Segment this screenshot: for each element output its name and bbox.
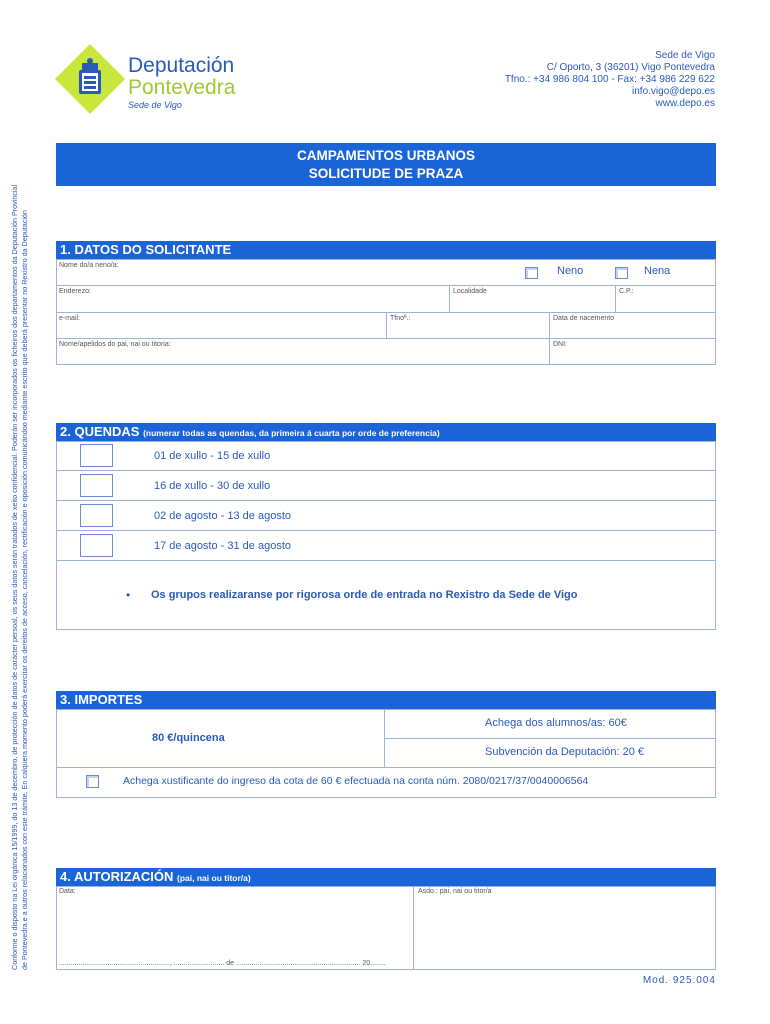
quendas-note: Os grupos realizaranse por rigorosa orde de entrada no Rexistro da Sede de Vigo [151, 589, 578, 601]
quenda-4-label: 17 de agosto - 31 de agosto [154, 540, 291, 552]
nacemento-label: Data de nacemento [553, 315, 615, 322]
quenda-3-label: 02 de agosto - 13 de agosto [154, 510, 291, 522]
section-2-title: 2. QUENDAS [60, 424, 140, 439]
achega-text: Achega dos alumnos/as: 60€ [485, 717, 627, 729]
side-legal-line-2: de Pontevedra e a outros relacionados con este trámite. En calquera momento poderá exercitar os dereitos de acceso, cancelación, rectificación e oposición comunicándoo mediante escrito que deberá presentar no Rexistro da Deputación [20, 210, 29, 970]
localidade-label: Localidade [453, 288, 487, 295]
address-line: www.depo.es [655, 98, 715, 109]
logo [55, 44, 255, 114]
section-4-title: 4. AUTORIZACIÓN [60, 869, 174, 884]
asdo-label: Asdo.: pai, nai ou titor/a [418, 888, 492, 895]
quenda-2-label: 16 de xullo - 30 de xullo [154, 480, 271, 492]
model-number: Mod. 925.004 [642, 975, 716, 986]
cp-label: C.P.: [619, 288, 634, 295]
tfno-label: Tfnoª.: [390, 315, 411, 322]
section-4-heading [56, 868, 716, 886]
quenda-1-label: 01 de xullo - 15 de xullo [154, 450, 271, 462]
header-address [395, 50, 715, 110]
page-title: CAMPAMENTOS URBANOS [296, 148, 475, 163]
neno-checkbox[interactable] [525, 267, 538, 279]
email-label: e-mail: [59, 315, 81, 322]
logo-diamond-icon [55, 44, 125, 114]
nena-label: Nena [644, 265, 671, 277]
quenda-4-input[interactable] [80, 534, 113, 557]
enderezo-label: Enderezo: [59, 288, 91, 295]
section-2-heading [56, 423, 716, 441]
section-3-heading: 3. IMPORTES [56, 691, 716, 709]
section-1-heading: 1. DATOS DO SOLICITANTE [56, 241, 716, 259]
page-subtitle: SOLICITUDE DE PRAZA [308, 166, 464, 181]
title-bar [56, 143, 716, 186]
price-text: 80 €/quincena [152, 732, 225, 744]
section-4-box [56, 886, 716, 970]
data-label: Data: [59, 888, 76, 895]
neno-label: Neno [557, 265, 584, 277]
address-line: Sede de Vigo [655, 50, 715, 61]
side-legal-note [10, 140, 30, 970]
section-2-subtitle: (numerar todas as quendas, da primeira á cuarta por orde de preferencia) [143, 428, 440, 438]
side-legal-line-1: Conforme o disposto na Lei orgánica 15/1999, do 13 de decembro, de protección de datos de carácter persoal, os seus datos serán tratados de xeito confidencial. Poderán ser incorporados os ficheiros dos departamentos da Deputación Provincial [10, 184, 19, 970]
xustificante-checkbox[interactable] [86, 775, 99, 788]
nome-label: Nome do/a neno/a: [59, 262, 119, 269]
date-line: ........................................................., .......................... de ................................................................ 20........ [59, 960, 386, 967]
quenda-1-input[interactable] [80, 444, 113, 467]
section-4-subtitle: (pai, nai ou titor/a) [177, 873, 251, 883]
nena-checkbox[interactable] [615, 267, 628, 279]
address-line: info.vigo@depo.es [632, 86, 715, 97]
address-line: C/ Oporto, 3 (36201) Vigo Pontevedra [546, 62, 715, 73]
subvencion-text: Subvención da Deputación: 20 € [485, 746, 645, 758]
bullet-icon: • [126, 588, 131, 602]
xustificante-text: Achega xustificante do ingreso da cota de 60 € efectuada na conta núm. 2080/0217/37/0040006564 [123, 775, 589, 787]
dni-label: DNI: [553, 341, 567, 348]
quenda-2-input[interactable] [80, 474, 113, 497]
logo-sub: Sede de Vigo [128, 100, 182, 110]
address-line: Tfno.: +34 986 804 100 - Fax: +34 986 229 622 [504, 74, 715, 85]
quenda-3-input[interactable] [80, 504, 113, 527]
pais-label: Nome/apelidos do pai, nai ou titoria: [59, 341, 171, 348]
logo-name-1: Deputación [128, 54, 235, 77]
logo-name-2: Pontevedra [128, 76, 236, 99]
